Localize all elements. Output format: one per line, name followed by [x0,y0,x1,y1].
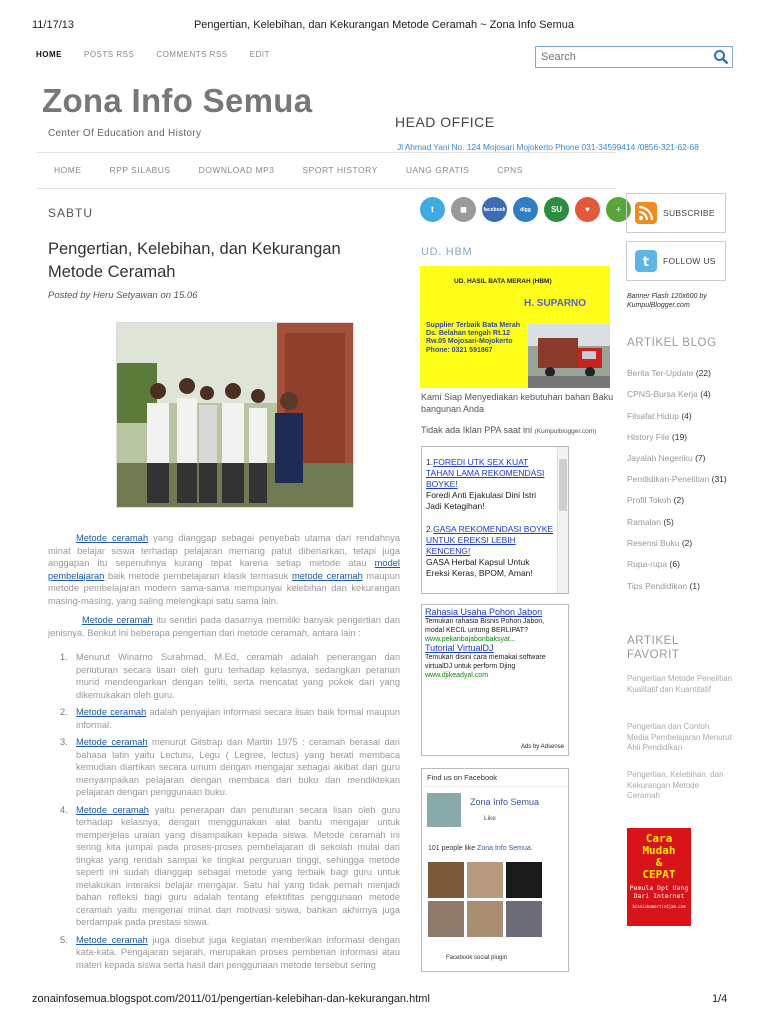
artikel-favorit-header: ARTIKEL FAVORIT [627,635,680,661]
facebook-icon[interactable]: facebook [482,197,507,222]
ppa-ad-number: 2. [426,524,434,534]
nav-download-mp3[interactable]: DOWNLOAD MP3 [198,165,275,175]
ppa-ad-desc: GASA Herbal Kapsul Untuk Ereksi Keras, BPOM, Aman! [426,557,533,578]
date-header: SABTU [48,206,94,220]
category-item[interactable] [627,533,739,554]
list-item-text: juga disebut juga kegiatan memberikan informasi dengan kata-kata. Pengajaran sejarah, merupakan proses pemberian informasi atau materi kepada siswa serta hasil dari penggunaan metode tersebut sering [76,934,400,970]
adsense-title[interactable]: Rahasia Usaha Pohon Jabon [425,607,543,617]
category-label[interactable]: Filsafat Hidup [627,410,679,421]
print-tab-title: Pengertian, Kelebihan, dan Kekurangan Metode Ceramah ~ Zona Info Semua [193,19,575,31]
banner-headline: Cara Mudah [642,832,676,857]
like-count-end: . [530,845,533,852]
top-nav [36,50,270,59]
list-text [76,706,400,731]
rss-icon [635,202,657,224]
no-ad-source: (Kumpulblogger.com) [534,428,597,435]
category-count: (5) [663,516,674,527]
nav-sport-history[interactable]: SPORT HISTORY [302,165,378,175]
post-paragraph-2 [48,614,400,639]
list-item [60,934,400,972]
adsense-box [421,604,569,756]
category-item[interactable] [627,512,739,533]
list-number: 3. [60,737,68,747]
facebook-widget-header: Find us on Facebook [422,769,568,787]
adsense-url[interactable]: www.djikeadyal.com [425,672,489,679]
ppa-ad-number: 1. [426,457,434,467]
hbm-ad-banner[interactable] [420,266,610,388]
category-item[interactable] [627,448,739,469]
metode-ceramah-link[interactable]: Metode ceramah [76,533,149,543]
list-item [60,651,400,701]
model-pembelajaran-link[interactable]: model pembelajaran [48,558,400,581]
facebook-faces [428,862,542,937]
nav-cpns[interactable]: CPNS [497,165,523,175]
category-list [627,363,739,597]
category-item[interactable] [627,384,739,405]
paragraph-text: yang dianggap sebagai penyebab utama dari rendahnya minat belajar siswa terhadap pelajaran memang patut dibenarkan, tetapi juga anggapan itu sepenuhnya kurang tepat karena setiap metode atau [48,533,401,568]
adsense-desc: Temukan rahasia Bisnis Pohon Jabon, modal KECIL untung BERLIPAT? [425,618,545,634]
adsense-title[interactable]: Tutorial VirtualDJ [425,643,494,653]
category-item[interactable] [627,490,739,511]
ppa-ad-desc: Foredi Anti Ejakulasi Dini Istri Jadi Ketagihan! [426,490,537,511]
print-url: zonainfosemua.blogspot.com/2011/01/pengertian-kelebihan-dan-kekurangan.html [32,993,430,1005]
category-label[interactable]: Jayalah Negeriku [627,453,693,464]
category-item[interactable] [627,427,739,448]
category-label[interactable]: CPNS-Bursa Kerja [627,389,698,400]
category-item[interactable] [627,576,739,597]
category-count: (1) [689,580,700,591]
banner-line-1: UD. HASIL BATA MERAH (HBM) [454,278,552,285]
list-text [76,804,400,929]
nav-rpp-silabus[interactable]: RPP SILABUS [109,165,171,175]
paragraph-text: itu sendiri pada dasarnya memiliki banyak pengertian dan jenisnya. Berikut ini beberapa pengertian dari metode ceramah, antara lain : [48,615,400,638]
category-count: (4) [700,389,711,400]
category-count: (4) [681,410,692,421]
banner-line-3: Supplier Terbaik Bata Merah Ds. Belahan tengah Rt.12 Rw.05 Mojosari-Mojokerto Phone: 0321 591867 [426,322,521,354]
avatar[interactable] [428,901,464,937]
adsense-desc: Temukan disini cara memakai software virtualDJ untuk perform Djing [425,654,546,670]
facebook-like-count [428,845,533,852]
ppa-ad-link[interactable]: GASA REKOMENDASI BOYKE UNTUK EREKSI LEBIH KENCENG! [426,524,554,556]
category-label[interactable]: Berita Ter-Update [627,368,694,378]
metode-ceramah-link[interactable]: metode ceramah [291,570,363,581]
category-label[interactable]: Profil Tokoh [627,495,672,506]
avatar[interactable] [428,862,464,898]
subscribe-button[interactable] [626,193,726,233]
ppa-ad-list [422,447,568,579]
metode-ceramah-link[interactable]: Metode ceramah [76,707,147,717]
post-title[interactable]: Pengertian, Kelebihan, dan Kekurangan Metode Ceramah [48,240,341,281]
search-box [535,46,733,68]
paragraph-text: maupun metode pembelajaran modern sama-sama mempunyai kelebihan dan kekurangan masing-masing, yang saling melengkapi satu sama lain. [48,570,401,606]
facebook-page-name[interactable]: Zona Info Semua [470,797,540,807]
social-icons [420,197,631,222]
category-count: (19) [671,431,688,442]
delicious-icon[interactable]: ◼ [451,197,476,222]
subscribe-label: SUBSCRIBE [663,208,715,218]
metode-ceramah-link[interactable]: Metode ceramah [82,615,153,625]
metode-ceramah-link[interactable]: Metode ceramah [76,737,148,747]
ud-hbm-header: UD. HBM [421,246,473,258]
facebook-like-button[interactable]: Like [484,815,496,822]
svg-text:t: t [642,255,650,270]
list-item-text: menurut Gilstrap dan Martin 1975 : ceramah berasal dari bahasa latin yaitu Lecturu, Legu ( Legree, lectus) yang berati membaca kemudian diartikan secara umum dengan mengajar sebagai akibat dari guru menyampaikan pelajaran dengan membaca dari buku dan mendiktekan pelajaran dengan penggunaan buku. [76,737,401,797]
banner-tagline: Pemula Dpt Uang Dari Internet [629,884,689,900]
favorite-item[interactable]: Pengertian, Kelebihan, dan Kekurangan Metode Ceramah [627,770,724,800]
favorite-item[interactable]: Pengertian Metode Penelitian Kualitatif dan Kuantitatif [627,674,732,694]
definition-list [60,651,400,976]
cara-mudah-banner[interactable] [627,828,691,926]
nav-divider [36,188,616,189]
adsense-item [425,644,565,680]
list-item-text: adalah penyajian informasi secara lisan baik formal maupun informal. [76,707,400,730]
category-count: (22) [695,368,711,378]
banner-caption: Kami Siap Menyediakan kebutuhan bahan Baku bangunan Anda [421,392,614,414]
follow-label: FOLLOW US [663,256,716,266]
category-item[interactable] [627,406,739,427]
category-count: (7) [695,453,706,464]
like-count-text: 101 people like [428,845,478,852]
truck-photo [528,324,610,388]
category-count: (31) [711,474,727,485]
topnav-comments-rss[interactable]: COMMENTS RSS [156,50,228,59]
blog-title[interactable]: Zona Info Semua [42,82,313,119]
head-office-address: Jl Ahmad Yani No. 124 Mojosari Mojokerto Phone 031-34599414 /0856-321-62-68 [397,142,699,152]
post-paragraph-1 [48,532,400,607]
search-icon[interactable] [713,49,729,65]
head-office-title: HEAD OFFICE [395,114,495,130]
list-number: 5. [60,934,68,945]
list-text [76,651,400,701]
category-count: (6) [669,559,680,570]
main-nav [54,165,523,175]
adsense-attribution[interactable]: Ads by Adsense [520,744,564,750]
paragraph-text: baik metode pembelajaran klasik termasuk [104,570,292,581]
follow-us-button[interactable] [626,241,726,281]
list-item [60,804,400,929]
avatar[interactable] [506,901,542,937]
list-text [76,736,400,799]
list-item [60,706,400,731]
post-meta: Posted by Heru Setyawan on 15.06 [48,290,198,301]
banner-note[interactable]: Banner Flash 120x600 by KumpulBlogger.com [627,293,707,309]
ppa-ad-item [426,524,554,579]
banner-url: bisnisbamortiz4jam.com [632,904,686,909]
category-label[interactable]: History File [627,431,670,442]
category-label[interactable]: Ramalan [627,516,662,527]
twitter-bird-icon [635,250,657,272]
like-count-page[interactable]: Zona Info Semua [477,845,531,852]
search-input[interactable] [536,47,706,67]
banner-subhead: CEPAT [642,868,676,881]
category-item[interactable] [627,554,739,575]
category-label[interactable]: Resensi Buku [627,538,680,549]
avatar[interactable] [506,862,542,898]
no-ad-label: Tidak ada Iklan PPA saat ini [421,425,533,435]
adsense-item [425,608,565,644]
favorite-icon[interactable]: ♥ [575,197,600,222]
print-date: 11/17/13 [32,19,75,31]
list-number: 2. [60,707,68,717]
facebook-widget [421,768,569,972]
metode-ceramah-link[interactable]: Metode ceramah [76,934,148,945]
avatar[interactable] [467,901,503,937]
list-text [76,934,400,972]
category-count: (2) [681,538,693,549]
category-label[interactable]: Pendidikan-Penelitian [627,474,710,485]
stumbleupon-icon[interactable]: SU [544,197,569,222]
list-number: 1. [60,652,68,662]
nav-home[interactable]: HOME [54,165,82,175]
banner-line-2: H. SUPARNO [524,298,587,309]
category-label[interactable]: Rupa-rupa [627,559,668,570]
scrollbar-thumb[interactable] [559,459,567,511]
add-icon[interactable]: + [606,197,631,222]
nav-divider [36,152,616,153]
category-item[interactable] [627,363,739,384]
category-item[interactable] [627,474,739,485]
topnav-edit[interactable]: EDIT [249,50,270,59]
favorite-item[interactable]: Pengertian dan Contoh Media Pembelajaran Menurut Ahli Pendidikan [627,722,732,752]
adsense-url[interactable]: www.pekanbajabonbaksyat... [425,636,516,643]
ppa-ad-item [426,457,554,512]
facebook-plugin-label: Facebook social plugin [446,955,508,961]
ppa-scrollbar[interactable] [557,447,568,593]
category-count: (2) [673,495,685,506]
list-item-text: yaitu penerapan dan penuturan secara lisan oleh guru terhadap kelasnya, dengan menggunakan alat bantu mengajar untuk memperjelas uraian yang disampaikan kepada siswa. Metode ceramah ini sering kita jumpai pada proses-proses pembelajaran di sekolah mulai dari tingkat yang rendah sampai ke tingkat perguruan tinggi, sehingga metode seperti ini sudah dianggap sebagai metode yang terbaik bagi guru untuk melakukan interaksi belajar mengajar. Satu hal yang tidak pernah menjadi bahan refleksi bagi guru adalah tentang efektifitas penggunaan metode ceramah yaitu mengenai minat dan motivasi siswa, bahkan akhirnya juga berdampak pada prestasi siswa. [76,804,401,927]
post-photo [116,322,354,508]
print-page-number: 1/4 [712,993,728,1005]
no-ad-text [421,425,596,435]
metode-ceramah-link[interactable]: Metode ceramah [76,804,149,815]
artikel-blog-header: ARTIKEL BLOG [627,337,717,349]
list-number: 4. [60,804,68,815]
digg-icon[interactable]: digg [513,197,538,222]
topnav-home[interactable]: HOME [36,50,62,59]
banner-amp: & [655,856,663,869]
list-item [60,736,400,799]
ppa-ad-link[interactable]: FOREDI UTK SEX KUAT TAHAN LAMA REKOMENDASI BOYKE! [426,457,545,489]
avatar[interactable] [467,862,503,898]
ppa-ad-box [421,446,569,594]
blog-description: Center Of Education and History [48,128,202,139]
facebook-page-thumbnail[interactable] [427,793,461,827]
topnav-posts-rss[interactable]: POSTS RSS [84,50,135,59]
twitter-icon[interactable]: t [420,197,445,222]
category-label[interactable]: Tips Pendidikan [627,580,688,591]
list-item-text: Menurut Winarno Surahmad, M.Ed, ceramah adalah penerangan dan penuturan secara lisan oleh guru terhadap kelasnya, sedangkan peranan murid mendengarkan dengan teliti, serta mencatat yang pokok dari yang dikemukakan oleh guru. [76,652,400,700]
nav-uang-gratis[interactable]: UANG GRATIS [405,165,470,175]
